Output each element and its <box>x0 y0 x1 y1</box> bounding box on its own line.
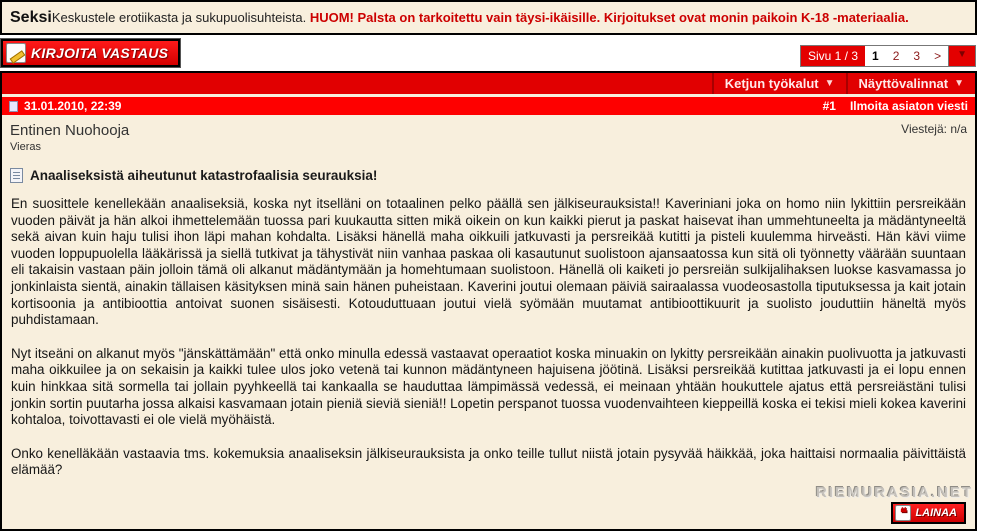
site-watermark: RIEMURASIA.NET <box>815 484 973 501</box>
post-paragraph: Nyt itseäni on alkanut myös "jänskättämään" että onko minulla edessä vastaavat operaatiot koska minuakin on lykitty persreikään ainakin puolivuotta ja jatkuvasti maha oikkuilee ja on sekaisin ja kaikki tulee ulos joko vetenä tai kunnon mädäntyneen hajuisena jöötinä. Lisäksi persreikää kutittaa jatkuvasti ja ei lopu ennen kuin hinkkaa sitä sormella tai jollain pyyhkeellä tai kankaalla se hauduttaa lämpimässä vedessä, ei meinaan yhtään houkuttele ajatus että persreiästäni tulisi jonkin sortin puutarha jossa alkaisi kasvamaan jotain pieniä sieviä sieniä!! Lopetin perspanot tuossa vuodenvaihteen kieppeillä koska ei tekisi mieli kokea kaverini kohtaloa, toivottavasti ei ole vielä myöhäistä. <box>11 345 967 428</box>
write-reply-label: KIRJOITA VASTAUS <box>31 45 169 61</box>
write-reply-button[interactable] <box>1 39 180 67</box>
notepad-pencil-icon <box>6 43 26 63</box>
forum-header <box>0 0 977 35</box>
post-date: 31.01.2010, 22:39 <box>24 99 122 113</box>
display-options-label: Näyttövalinnat <box>858 76 949 91</box>
post-paragraph: En suosittele kenellekään anaaliseksiä, koska nyt itselläni on totaalinen pelko päällä sen jälkiseurauksista!! Kaveriniani joka on homo niin lykittiin persreikään vuoden päivät ja hän alkoi ihmettelemään tuossa pari kuukautta sitten mikä oikein on kun kaikki pierut ja paskat haisevat ihan ummehtuneelta ja mädäntyneeltä sekä aivan kuin haju tulisi ihon läpi mahan kohdalta. Lisäksi hänellä maha oikkuili jatkuvasti ja persreikää kutitti ja pisteli kuulemma hirveästi. Hän kävi viime vuoden loppupuolella lääkärissä ja siellä tutkivat ja tähystivät niin vanhaa paskaa oli kasautunut suolistoon ajansaatossa kun sitä oli työnnetty väärään suuntaan eli takaisin vastaan päin jolloin tämä oli alkanut mädäntymään ja homehtumaan suolistoon. Hänellä oli kaiketi jo persreiän sulkijalihaksen luokse kasvamassa jo jonkinlaista sientä, ainakin tällaisen käsityksen minä sain hänen puheistaan. Kaverini joutui olemaan päiviä sairaalassa vuodeosastolla tiputuksessa ja kait jotain kortisoonia ja antibioottia antoivat suonen sisäisesti. Kotouduttuaan joutui vielä syömään muutamat antibioottikuurit ja suolisto jouduttiin häneltä myös puhdistamaan. <box>11 196 966 328</box>
thread-tools-label: Ketjun työkalut <box>724 76 819 91</box>
post-document-icon <box>9 101 18 112</box>
action-row <box>0 35 977 71</box>
chevron-down-icon: ▼ <box>954 78 964 89</box>
author-block <box>10 122 129 153</box>
post-note-icon <box>10 168 23 183</box>
report-post-link[interactable]: Ilmoita asiaton viesti <box>849 99 968 113</box>
pagination <box>800 45 976 67</box>
quote-icon: ❝ <box>895 505 911 521</box>
pagination-page-2[interactable]: 2 <box>892 49 900 63</box>
quote-label: LAINAA <box>915 506 957 519</box>
pagination-dropdown-button[interactable] <box>948 46 975 66</box>
post-number: #1 <box>822 99 836 113</box>
post-user-row <box>2 115 975 155</box>
post-paragraph: Onko kenelläkään vastaavia tms. kokemuksia anaaliseksin jälkiseurauksista ja onko teille tullut niistä jotain pysyvää häikkää, joka haittaisi normaalia päivittäistä elämää? <box>11 445 966 478</box>
post-header <box>2 97 975 115</box>
messages-count: Viestejä: n/a <box>901 122 967 136</box>
post-title: Anaaliseksistä aiheutunut katastrofaalisia seurauksia! <box>30 168 378 183</box>
thread-tools-menu[interactable] <box>712 73 846 94</box>
pagination-next[interactable]: > <box>934 49 942 63</box>
post-title-row <box>2 155 975 183</box>
forum-name: Seksi <box>10 9 52 26</box>
chevron-down-icon: ▼ <box>824 78 835 89</box>
author-name[interactable]: Entinen Nuohooja <box>10 122 130 139</box>
chevron-down-icon: ▼ <box>957 49 967 60</box>
quote-button[interactable] <box>891 502 966 524</box>
pagination-label: Sivu 1 / 3 <box>801 46 865 66</box>
pagination-page-3[interactable]: 3 <box>913 49 921 63</box>
thread-toolbar <box>2 73 975 94</box>
post-body <box>2 183 975 479</box>
display-options-menu[interactable] <box>846 73 975 94</box>
pagination-page-1-current[interactable]: 1 <box>872 49 879 63</box>
author-status: Vieras <box>10 141 41 153</box>
thread-frame <box>0 71 977 531</box>
forum-warning: HUOM! Palsta on tarkoitettu vain täysi-ikäisille. Kirjoitukset ovat monin paikoin K-18 -materiaalia. <box>309 10 909 25</box>
forum-description: Keskustele erotiikasta ja sukupuolisuhteista. <box>51 10 307 25</box>
